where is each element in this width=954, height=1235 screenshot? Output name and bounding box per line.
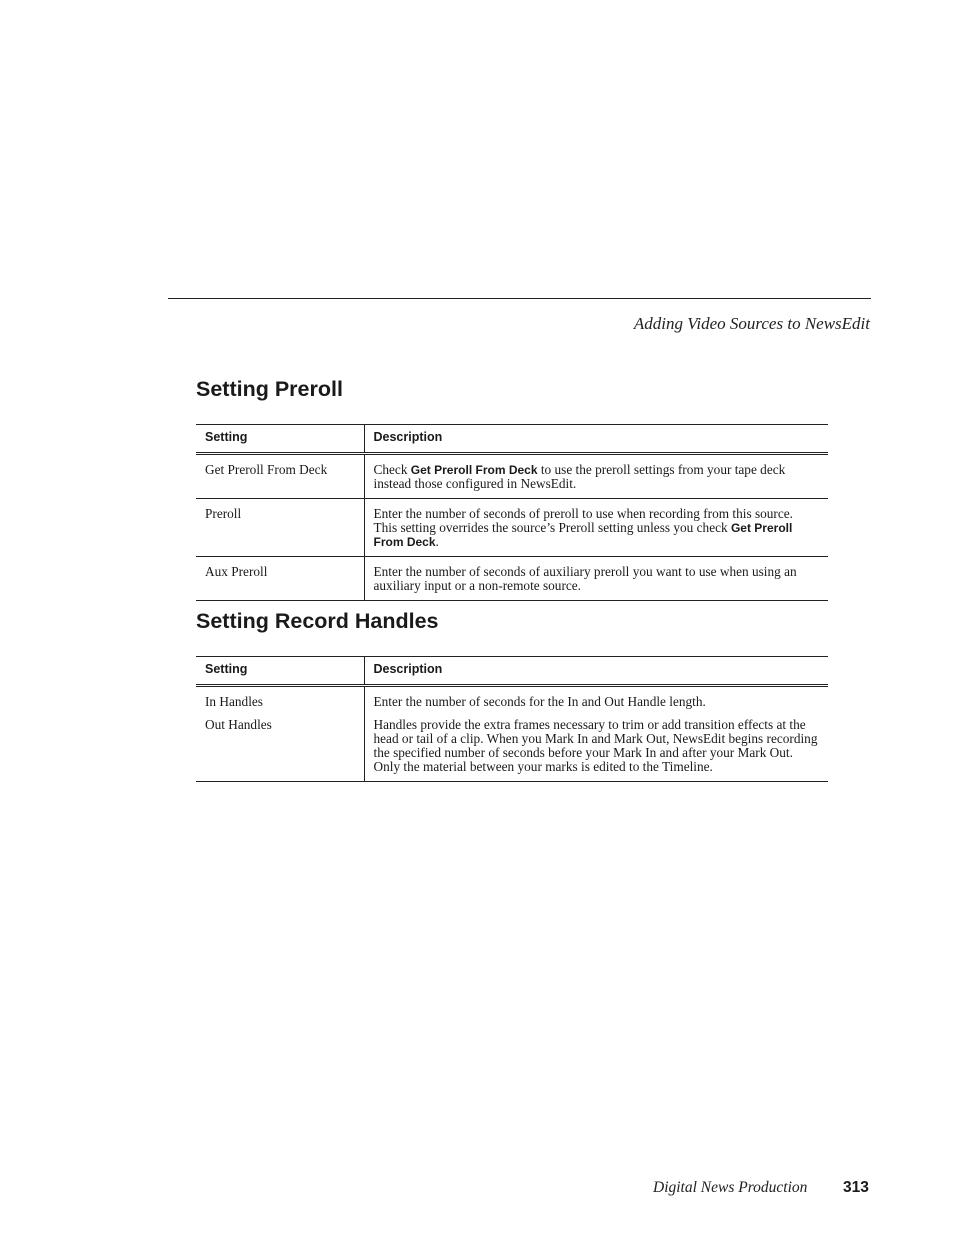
- description-cell: [364, 454, 828, 499]
- description-text: .: [435, 534, 439, 549]
- section-title-record-handles: Setting Record Handles: [196, 609, 439, 633]
- table-row: [196, 686, 828, 782]
- table-row: [196, 499, 828, 557]
- record-handles-table: [196, 656, 828, 782]
- description-text: Enter the number of seconds of preroll to use when recording from this source. This setting overrides the source’s Preroll setting unless you check: [373, 506, 793, 535]
- setting-cell: Preroll: [196, 499, 364, 557]
- running-head: Adding Video Sources to NewsEdit: [633, 314, 870, 333]
- section-title-preroll: Setting Preroll: [196, 377, 343, 401]
- header-rule: [168, 298, 871, 299]
- ui-term: Get Preroll From Deck: [373, 521, 793, 549]
- description-cell: Enter the number of seconds of auxiliary preroll you want to use when using an auxiliary input or a non-remote source.: [364, 557, 828, 601]
- table-row: [196, 454, 828, 499]
- column-header-description: Description: [364, 657, 828, 686]
- ui-term: Get Preroll From Deck: [410, 463, 538, 477]
- description-paragraph: Handles provide the extra frames necessary to trim or add transition effects at the head or tail of a clip. When you Mark In and Mark Out, NewsEdit begins recording the specified number of seconds before your Mark In and after your Mark Out. Only the material between your marks is edited to the Timeline.: [373, 717, 818, 774]
- preroll-table: [196, 424, 828, 601]
- page-number: 313: [843, 1179, 869, 1196]
- table-header-row: [196, 657, 828, 686]
- column-header-description: Description: [364, 425, 828, 454]
- table-header-row: [196, 425, 828, 454]
- description-text: Check: [373, 462, 411, 477]
- setting-in-handles: In Handles: [205, 694, 263, 709]
- column-header-setting: Setting: [196, 425, 364, 454]
- setting-out-handles: Out Handles: [205, 717, 272, 732]
- description-paragraph: Enter the number of seconds for the In and Out Handle length.: [373, 694, 706, 709]
- column-header-setting: Setting: [196, 657, 364, 686]
- setting-cell: [196, 686, 364, 782]
- setting-cell: Aux Preroll: [196, 557, 364, 601]
- footer-book-title: Digital News Production: [653, 1179, 808, 1196]
- description-cell: [364, 686, 828, 782]
- description-cell: [364, 499, 828, 557]
- setting-cell: Get Preroll From Deck: [196, 454, 364, 499]
- description-text: to use the preroll settings from your tape deck instead those configured in NewsEdit.: [373, 462, 786, 491]
- table-row: [196, 557, 828, 601]
